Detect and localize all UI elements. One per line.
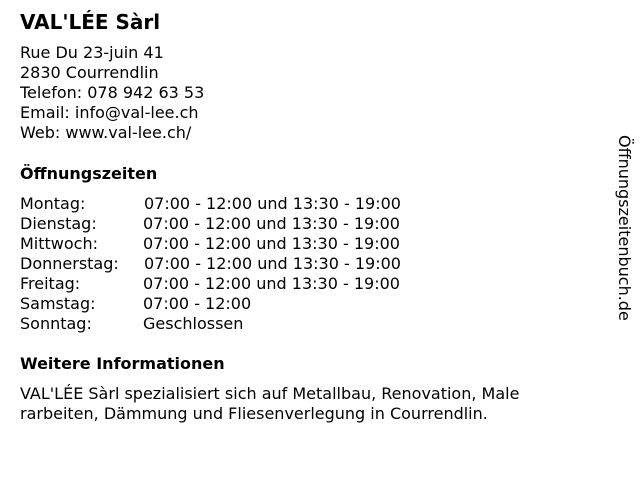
contact-block: [20, 43, 204, 143]
hours-time: 07:00 - 12:00 und 13:30 - 19:00: [144, 194, 401, 213]
web-line[interactable]: Web: www.val-lee.ch/: [20, 123, 192, 142]
more-info-heading: Weitere Informationen: [20, 354, 225, 373]
hours-day: Dienstag:: [20, 214, 97, 233]
hours-time: 07:00 - 12:00 und 13:30 - 19:00: [144, 254, 401, 273]
more-info-line: rarbeiten, Dämmung und Fliesenverlegung in Courrendlin.: [20, 404, 488, 423]
more-info-text: [20, 384, 580, 424]
opening-hours-heading: Öffnungszeiten: [20, 164, 158, 183]
hours-day: Freitag:: [20, 274, 81, 293]
phone-line[interactable]: Telefon: 078 942 63 53: [20, 83, 205, 102]
hours-time: Geschlossen: [143, 314, 244, 333]
site-watermark: Öffnungszeitenbuch.de: [615, 135, 634, 321]
hours-time: 07:00 - 12:00 und 13:30 - 19:00: [143, 234, 400, 253]
hours-day: Mittwoch:: [20, 234, 98, 253]
hours-day: Sonntag:: [20, 314, 92, 333]
address-city: 2830 Courrendlin: [20, 63, 159, 82]
hours-day: Montag:: [20, 194, 86, 213]
email-line[interactable]: Email: info@val-lee.ch: [20, 103, 199, 122]
hours-time: 07:00 - 12:00 und 13:30 - 19:00: [143, 214, 400, 233]
address-street: Rue Du 23-juin 41: [20, 43, 164, 62]
hours-time: 07:00 - 12:00: [143, 294, 252, 313]
hours-day: Samstag:: [20, 294, 96, 313]
hours-time: 07:00 - 12:00 und 13:30 - 19:00: [143, 274, 400, 293]
more-info-line: VAL'LÉE Sàrl spezialisiert sich auf Metallbau, Renovation, Male: [20, 384, 520, 403]
hours-day: Donnerstag:: [20, 254, 119, 273]
page-title: VAL'LÉE Sàrl: [20, 10, 161, 34]
